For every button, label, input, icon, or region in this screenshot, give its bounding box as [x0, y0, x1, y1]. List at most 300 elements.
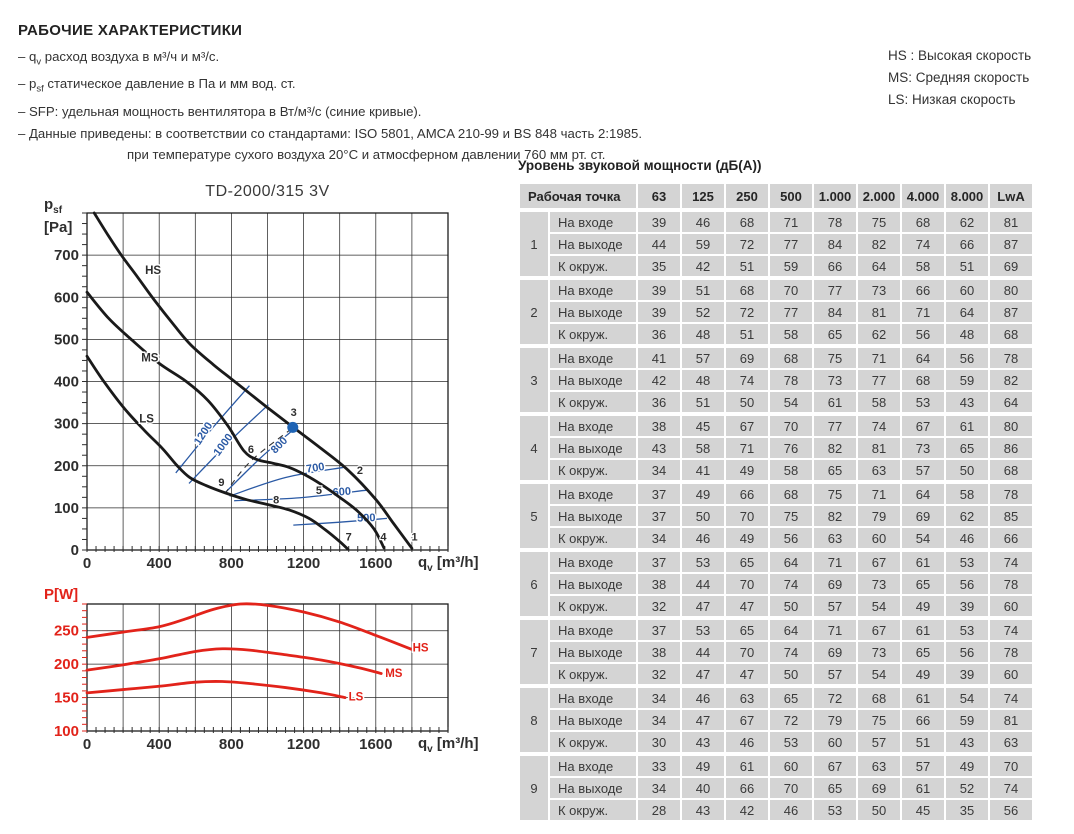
table-row — [520, 710, 1032, 730]
table-cell: 34 — [638, 686, 680, 708]
table-cell: 53 — [770, 732, 812, 752]
table-row — [520, 278, 1032, 300]
bullet-conditions: при температуре сухого воздуха 20°C и атмосферном давлении 760 мм рт. ст. — [127, 147, 606, 163]
table-cell: 78 — [990, 482, 1032, 504]
table-cell: 44 — [638, 234, 680, 254]
svg-text:500: 500 — [53, 331, 79, 349]
y-tick-labels — [54, 623, 79, 740]
table-cell: 39 — [946, 664, 988, 684]
table-cell: 65 — [814, 460, 856, 480]
table-row — [520, 302, 1032, 322]
table-row — [520, 528, 1032, 548]
table-row — [520, 506, 1032, 526]
series-label-ls: LS — [139, 413, 154, 426]
table-cell: 49 — [726, 460, 768, 480]
table-cell: 65 — [814, 778, 856, 798]
table-cell: 46 — [682, 212, 724, 232]
table-cell: 35 — [946, 800, 988, 820]
svg-text:300: 300 — [53, 415, 79, 433]
table-cell: 59 — [770, 256, 812, 276]
row-location-label: На входе — [550, 618, 636, 640]
svg-text:1600: 1600 — [359, 555, 393, 572]
table-cell: 43 — [638, 438, 680, 458]
table-cell: 87 — [990, 234, 1032, 254]
table-cell: 54 — [858, 596, 900, 616]
operating-point-number: 6 — [520, 550, 548, 616]
table-cell: 34 — [638, 528, 680, 548]
table-cell: 43 — [682, 800, 724, 820]
table-cell: 65 — [726, 618, 768, 640]
table-cell: 51 — [682, 392, 724, 412]
table-cell: 34 — [638, 460, 680, 480]
row-location-label: На выходе — [550, 506, 636, 526]
svg-text:0: 0 — [82, 555, 92, 572]
table-cell: 74 — [770, 642, 812, 662]
table-cell: 30 — [638, 732, 680, 752]
table-row — [520, 642, 1032, 662]
table-cell: 52 — [682, 302, 724, 322]
table-cell: 71 — [726, 438, 768, 458]
table-cell: 50 — [682, 506, 724, 526]
row-location-label: На выходе — [550, 234, 636, 254]
table-cell: 68 — [770, 482, 812, 504]
svg-text:1600: 1600 — [359, 736, 393, 753]
table-cell: 74 — [902, 234, 944, 254]
svg-text:400: 400 — [146, 555, 172, 572]
table-cell: 77 — [858, 370, 900, 390]
table-cell: 43 — [682, 732, 724, 752]
table-cell: 46 — [726, 732, 768, 752]
table-row — [520, 438, 1032, 458]
table-cell: 58 — [858, 392, 900, 412]
notes-list — [18, 46, 642, 166]
speed-legend — [888, 45, 1031, 111]
table-cell: 63 — [858, 754, 900, 776]
table-cell: 50 — [770, 664, 812, 684]
table-cell: 69 — [814, 574, 856, 594]
table-cell: 49 — [682, 482, 724, 504]
table-cell: 49 — [902, 664, 944, 684]
table-cell: 67 — [858, 550, 900, 572]
table-cell: 62 — [858, 324, 900, 344]
bullet-psf: – $p_{sf}$ статическое давление в Па и мм вод. ст. — [18, 76, 296, 96]
table-cell: 53 — [946, 618, 988, 640]
table-cell: 59 — [946, 370, 988, 390]
table-cell: 68 — [990, 324, 1032, 344]
fan-curve-chart — [38, 178, 516, 586]
operating-point-2: 2 — [356, 465, 363, 478]
table-cell: 49 — [902, 596, 944, 616]
sfp-label-1200: 1200 — [191, 420, 216, 448]
table-cell: 70 — [726, 574, 768, 594]
table-cell: 77 — [814, 278, 856, 300]
table-cell: 73 — [858, 278, 900, 300]
table-cell: 69 — [990, 256, 1032, 276]
table-cell: 46 — [682, 528, 724, 548]
table-cell: 60 — [770, 754, 812, 776]
page-title: РАБОЧИЕ ХАРАКТЕРИСТИКИ — [18, 22, 243, 39]
table-cell: 57 — [814, 664, 856, 684]
fan-chart-x-axis-label: $q_v$ [m³/h] — [418, 554, 479, 574]
table-cell: 49 — [726, 528, 768, 548]
table-cell: 62 — [946, 506, 988, 526]
table-cell: 68 — [726, 212, 768, 232]
table-cell: 45 — [902, 800, 944, 820]
row-location-label: К окруж. — [550, 596, 636, 616]
svg-text:400: 400 — [53, 373, 79, 391]
bullet-qv: – $q_v$ расход воздуха в м³/ч и м³/с. — [18, 49, 220, 68]
series-label-ms: MS — [141, 352, 159, 365]
table-cell: 65 — [902, 574, 944, 594]
operating-point-number: 7 — [520, 618, 548, 684]
table-cell: 75 — [814, 346, 856, 368]
table-cell: 85 — [990, 506, 1032, 526]
table-row — [520, 346, 1032, 368]
operating-point-number: 9 — [520, 754, 548, 820]
table-cell: 58 — [770, 324, 812, 344]
table-cell: 74 — [990, 686, 1032, 708]
table-row — [520, 596, 1032, 616]
table-row — [520, 754, 1032, 776]
row-location-label: На входе — [550, 414, 636, 436]
table-row — [520, 392, 1032, 412]
sfp-label-700: 700 — [305, 460, 326, 476]
table-cell: 47 — [726, 664, 768, 684]
row-location-label: К окруж. — [550, 256, 636, 276]
x-tick-labels — [83, 555, 393, 572]
table-cell: 57 — [682, 346, 724, 368]
table-cell: 87 — [990, 302, 1032, 322]
row-location-label: На входе — [550, 686, 636, 708]
table-cell: 53 — [682, 618, 724, 640]
table-header — [520, 184, 1032, 210]
table-cell: 74 — [726, 370, 768, 390]
row-location-label: На входе — [550, 482, 636, 504]
table-cell: 67 — [902, 414, 944, 436]
table-cell: 56 — [946, 574, 988, 594]
table-cell: 58 — [902, 256, 944, 276]
operating-point-number: 8 — [520, 686, 548, 752]
svg-text:400: 400 — [146, 736, 172, 753]
table-cell: 78 — [990, 574, 1032, 594]
table-cell: 57 — [902, 460, 944, 480]
table-cell: 75 — [814, 482, 856, 504]
row-location-label: К окруж. — [550, 732, 636, 752]
row-location-label: На выходе — [550, 438, 636, 458]
table-cell: 47 — [682, 710, 724, 730]
table-cell: 75 — [858, 710, 900, 730]
operating-point-4: 4 — [380, 531, 387, 544]
bullet-standards: – Данные приведены: в соответствии со стандартами: ISO 5801, AMCA 210-99 и BS 848 часть 2:1985. — [18, 125, 642, 141]
column-header: 125 — [682, 184, 724, 210]
table-cell: 50 — [726, 392, 768, 412]
power-chart-y-axis-label: P[W] — [44, 586, 79, 603]
table-cell: 66 — [902, 278, 944, 300]
table-cell: 49 — [682, 754, 724, 776]
table-cell: 39 — [638, 302, 680, 322]
table-cell: 41 — [638, 346, 680, 368]
table-cell: 65 — [726, 550, 768, 572]
table-cell: 54 — [770, 392, 812, 412]
row-location-label: На входе — [550, 212, 636, 232]
table-cell: 61 — [946, 414, 988, 436]
table-row — [520, 414, 1032, 436]
svg-text:150: 150 — [53, 689, 79, 707]
table-cell: 35 — [638, 256, 680, 276]
table-cell: 66 — [726, 778, 768, 798]
table-row — [520, 574, 1032, 594]
table-cell: 72 — [770, 710, 812, 730]
series-hs — [94, 213, 412, 548]
table-cell: 71 — [858, 346, 900, 368]
table-cell: 56 — [902, 324, 944, 344]
operating-point-1: 1 — [411, 531, 418, 544]
table-cell: 66 — [990, 528, 1032, 548]
row-location-label: На выходе — [550, 574, 636, 594]
svg-text:200: 200 — [53, 457, 79, 475]
row-location-label: На выходе — [550, 710, 636, 730]
table-row — [520, 482, 1032, 504]
svg-text:0: 0 — [70, 542, 79, 559]
fan-chart-y-axis-label: $p_{sf}$ [Pa] — [44, 196, 73, 236]
table-cell: 58 — [770, 460, 812, 480]
table-cell: 38 — [638, 414, 680, 436]
operating-point-6: 6 — [247, 444, 254, 457]
table-cell: 63 — [858, 460, 900, 480]
svg-text:100: 100 — [53, 723, 79, 740]
table-cell: 43 — [946, 392, 988, 412]
table-cell: 69 — [726, 346, 768, 368]
table-cell: 81 — [858, 302, 900, 322]
svg-text:1200: 1200 — [286, 555, 321, 572]
table-row — [520, 686, 1032, 708]
speed-curves — [87, 604, 429, 704]
x-tick-labels — [83, 736, 393, 753]
selected-operating-point — [287, 422, 298, 433]
table-cell: 68 — [902, 212, 944, 232]
table-cell: 65 — [814, 324, 856, 344]
table-cell: 33 — [638, 754, 680, 776]
table-cell: 47 — [726, 596, 768, 616]
table-cell: 81 — [990, 710, 1032, 730]
table-row — [520, 234, 1032, 254]
table-cell: 71 — [770, 212, 812, 232]
sfp-label-500: 500 — [356, 512, 376, 525]
table-cell: 43 — [946, 732, 988, 752]
table-cell: 67 — [726, 710, 768, 730]
table-cell: 69 — [858, 778, 900, 798]
table-cell: 73 — [902, 438, 944, 458]
table-cell: 42 — [682, 256, 724, 276]
series-ls — [87, 681, 345, 697]
table-cell: 32 — [638, 664, 680, 684]
table-row — [520, 460, 1032, 480]
table-cell: 67 — [726, 414, 768, 436]
series-label-hs: HS — [145, 265, 162, 278]
svg-text:800: 800 — [218, 736, 244, 753]
svg-text:250: 250 — [53, 622, 79, 640]
table-cell: 51 — [946, 256, 988, 276]
table-cell: 70 — [770, 414, 812, 436]
series-label-ms: MS — [385, 667, 403, 680]
table-cell: 64 — [990, 392, 1032, 412]
table-row — [520, 618, 1032, 640]
operating-point-3: 3 — [290, 407, 297, 420]
legend-ls: LS: Низкая скорость — [888, 92, 1016, 107]
table-row — [520, 370, 1032, 390]
row-location-label: На входе — [550, 346, 636, 368]
table-cell: 61 — [902, 618, 944, 640]
table-cell: 51 — [682, 278, 724, 300]
table-cell: 77 — [770, 234, 812, 254]
table-row — [520, 324, 1032, 344]
table-cell: 36 — [638, 324, 680, 344]
row-location-label: На выходе — [550, 370, 636, 390]
table-cell: 71 — [814, 618, 856, 640]
table-cell: 48 — [682, 370, 724, 390]
table-cell: 78 — [814, 212, 856, 232]
table-cell: 81 — [990, 212, 1032, 232]
table-cell: 74 — [770, 574, 812, 594]
table-cell: 41 — [682, 460, 724, 480]
table-cell: 75 — [858, 212, 900, 232]
table-cell: 64 — [946, 302, 988, 322]
table-row — [520, 732, 1032, 752]
operating-point-number: 2 — [520, 278, 548, 344]
table-cell: 37 — [638, 550, 680, 572]
table-cell: 36 — [638, 392, 680, 412]
operating-point-8: 8 — [273, 494, 280, 507]
column-header: LwA — [990, 184, 1032, 210]
table-cell: 44 — [682, 642, 724, 662]
table-cell: 64 — [902, 482, 944, 504]
table-cell: 34 — [638, 778, 680, 798]
table-cell: 53 — [814, 800, 856, 820]
table-cell: 60 — [858, 528, 900, 548]
table-cell: 37 — [638, 618, 680, 640]
column-header: Рабочая точка — [520, 184, 636, 210]
row-location-label: На входе — [550, 550, 636, 572]
table-cell: 61 — [814, 392, 856, 412]
table-cell: 59 — [682, 234, 724, 254]
table-cell: 37 — [638, 482, 680, 504]
bullet-sfp: – SFP: удельная мощность вентилятора в Вт/м³/с (синие кривые). — [18, 103, 422, 119]
table-cell: 74 — [990, 778, 1032, 798]
sound-power-table — [518, 182, 1034, 822]
table-cell: 66 — [726, 482, 768, 504]
table-cell: 61 — [726, 754, 768, 776]
table-cell: 61 — [902, 686, 944, 708]
table-cell: 57 — [902, 754, 944, 776]
table-cell: 28 — [638, 800, 680, 820]
table-cell: 53 — [946, 550, 988, 572]
table-cell: 51 — [902, 732, 944, 752]
table-cell: 80 — [990, 278, 1032, 300]
table-cell: 60 — [990, 596, 1032, 616]
table-cell: 50 — [858, 800, 900, 820]
table-cell: 54 — [858, 664, 900, 684]
table-cell: 39 — [638, 212, 680, 232]
operating-point-5: 5 — [315, 484, 323, 497]
column-header: 4.000 — [902, 184, 944, 210]
table-cell: 38 — [638, 574, 680, 594]
table-cell: 65 — [946, 438, 988, 458]
table-cell: 68 — [990, 460, 1032, 480]
table-cell: 76 — [770, 438, 812, 458]
table-cell: 54 — [902, 528, 944, 548]
table-cell: 70 — [726, 506, 768, 526]
table-cell: 53 — [682, 550, 724, 572]
svg-text:200: 200 — [53, 656, 79, 674]
legend-ms: MS: Средняя скорость — [888, 70, 1030, 85]
table-cell: 74 — [990, 618, 1032, 640]
table-cell: 64 — [770, 618, 812, 640]
table-row — [520, 256, 1032, 276]
table-cell: 65 — [902, 642, 944, 662]
operating-point-number: 1 — [520, 212, 548, 276]
table-cell: 79 — [814, 710, 856, 730]
table-cell: 70 — [726, 642, 768, 662]
table-cell: 71 — [814, 550, 856, 572]
table-cell: 73 — [814, 370, 856, 390]
table-cell: 70 — [770, 778, 812, 798]
table-cell: 39 — [946, 596, 988, 616]
table-cell: 42 — [726, 800, 768, 820]
table-cell: 52 — [946, 778, 988, 798]
table-cell: 69 — [902, 506, 944, 526]
table-cell: 37 — [638, 506, 680, 526]
table-cell: 68 — [726, 278, 768, 300]
column-header: 8.000 — [946, 184, 988, 210]
table-cell: 45 — [682, 414, 724, 436]
table-cell: 44 — [682, 574, 724, 594]
operating-point-number: 4 — [520, 414, 548, 480]
table-cell: 78 — [990, 642, 1032, 662]
column-header: 2.000 — [858, 184, 900, 210]
sfp-label-600: 600 — [332, 485, 352, 499]
table-cell: 61 — [902, 778, 944, 798]
table-row — [520, 664, 1032, 684]
table-cell: 64 — [770, 550, 812, 572]
column-header: 500 — [770, 184, 812, 210]
table-cell: 71 — [902, 302, 944, 322]
row-location-label: К окруж. — [550, 800, 636, 820]
operating-point-number: 5 — [520, 482, 548, 548]
row-location-label: К окруж. — [550, 460, 636, 480]
operating-point-number: 3 — [520, 346, 548, 412]
table-cell: 84 — [814, 302, 856, 322]
table-cell: 66 — [814, 256, 856, 276]
axis-ticks — [82, 213, 448, 552]
table-cell: 63 — [726, 686, 768, 708]
table-cell: 77 — [770, 302, 812, 322]
table-cell: 57 — [814, 596, 856, 616]
sfp-label-1000: 1000 — [211, 431, 236, 459]
table-cell: 86 — [990, 438, 1032, 458]
table-cell: 42 — [638, 370, 680, 390]
table-cell: 82 — [990, 370, 1032, 390]
table-cell: 71 — [858, 482, 900, 504]
column-header: 250 — [726, 184, 768, 210]
operating-point-9: 9 — [218, 476, 225, 489]
row-location-label: На выходе — [550, 642, 636, 662]
table-cell: 51 — [726, 324, 768, 344]
table-cell: 78 — [990, 346, 1032, 368]
table-cell: 56 — [946, 346, 988, 368]
table-cell: 58 — [946, 482, 988, 504]
speed-curves — [87, 213, 412, 549]
table-cell: 32 — [638, 596, 680, 616]
